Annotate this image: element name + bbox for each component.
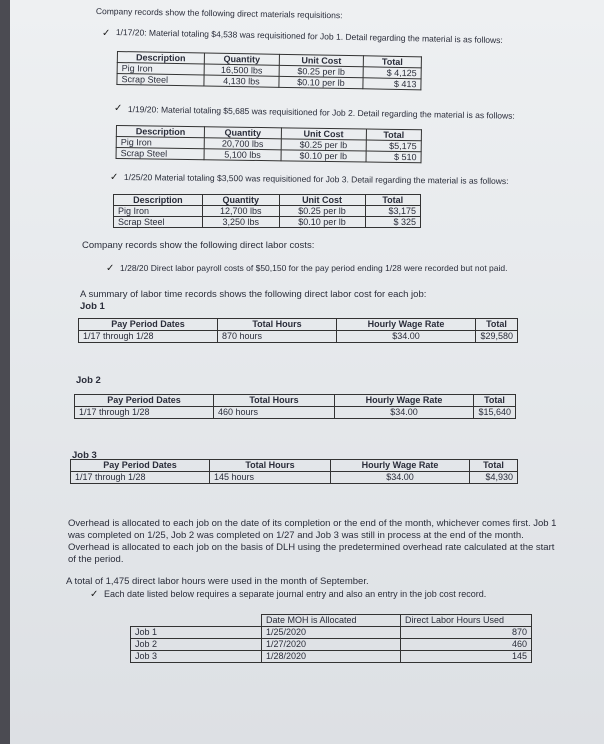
job3-label: Job 3 (72, 450, 97, 461)
table-row: Scrap Steel 3,250 lbs $0.10 per lb $ 325 (114, 217, 421, 228)
req1-text: 1/17/20: Material totaling $4,538 was requisitioned for Job 1. Detail regarding the material is as follows: (115, 27, 503, 46)
req1-table (116, 51, 422, 90)
job3-labor-table: Pay Period Dates Total Hours Hourly Wage Rate Total 1/17 through 1/28 145 hours $34.00 $4,930 (70, 459, 518, 484)
checkmark-icon: ✓ (106, 263, 115, 274)
table-row: Job 2 1/27/2020 460 (131, 639, 532, 651)
total-dlh-text: A total of 1,475 direct labor hours were used in the month of September. (66, 576, 369, 587)
overhead-paragraph: Overhead is allocated to each job on the date of its completion or the end of the month, whichever comes first. Job 1 was completed on 1/25, Job 2 was completed on 1/27 and Job 3 was still in process at the end of the month. Overhead is allocated to each job on the basis of DLH using the predetermined overhead rate calculated at the start of the period. (68, 518, 557, 565)
table-row: Scrap Steel 4,130 lbs $0.10 per lb $ 413 (117, 74, 421, 90)
labor-heading: Company records show the following direct labor costs: (82, 240, 315, 251)
table-row: 1/17 through 1/28 460 hours $34.00 $15,640 (75, 407, 516, 419)
col-description: Description (117, 52, 204, 65)
job2-labor-table: Pay Period Dates Total Hours Hourly Wage Rate Total 1/17 through 1/28 460 hours $34.00 $15,640 (74, 394, 516, 419)
table-row: 1/17 through 1/28 870 hours $34.00 $29,580 (79, 331, 518, 343)
col-quantity: Quantity (204, 53, 279, 65)
req3-table: Description Quantity Unit Cost Total Pig Iron 12,700 lbs $0.25 per lb $3,175 Scrap Steel 3,250 lbs $0.10 per lb $ 325 (113, 194, 421, 228)
table-row: 1/17 through 1/28 145 hours $34.00 $4,930 (71, 472, 518, 484)
table-row: Pig Iron 16,500 lbs $0.25 per lb $ 4,125 (117, 63, 421, 79)
summary-text: A summary of labor time records shows the following direct labor cost for each job: (80, 289, 427, 300)
materials-heading: Company records show the following direct materials requisitions: (95, 6, 343, 21)
table-row: Job 3 1/28/2020 145 (131, 651, 532, 663)
col-total: Total (363, 56, 421, 68)
checkmark-icon: ✓ (90, 589, 99, 600)
each-date-text: Each date listed below requires a separate journal entry and also an entry in the job cost record. (104, 589, 487, 599)
table-row: Scrap Steel 5,100 lbs $0.10 per lb $ 510 (116, 148, 421, 163)
job2-label: Job 2 (76, 375, 101, 386)
checkmark-icon: ✓ (114, 103, 123, 114)
document-page (10, 0, 604, 744)
req2-table: Description Quantity Unit Cost Total Pig Iron 20,700 lbs $0.25 per lb $5,175 Scrap Steel 5,100 lbs $0.10 per lb $ 510 (116, 125, 422, 163)
col-unit-cost: Unit Cost (279, 54, 363, 66)
table-row: Pig Iron 20,700 lbs $0.25 per lb $5,175 (116, 137, 421, 152)
labor-item: 1/28/20 Direct labor payroll costs of $50,150 for the pay period ending 1/28 were recorded but not paid. (120, 263, 508, 273)
job1-label: Job 1 (80, 301, 105, 312)
moh-table: Date MOH is Allocated Direct Labor Hours Used Job 1 1/25/2020 870 Job 2 1/27/2020 460 Job 3 1/28/2020 145 (130, 614, 532, 663)
req2-text: 1/19/20: Material totaling $5,685 was requisitioned for Job 2. Detail regarding the material is as follows: (127, 104, 515, 121)
job1-labor-table: Pay Period Dates Total Hours Hourly Wage Rate Total 1/17 through 1/28 870 hours $34.00 $29,580 (78, 318, 518, 343)
table-row: Pig Iron 12,700 lbs $0.25 per lb $3,175 (114, 206, 421, 217)
table-row: Job 1 1/25/2020 870 (131, 627, 532, 639)
checkmark-icon: ✓ (102, 28, 111, 39)
req3-text: 1/25/20 Material totaling $3,500 was requisitioned for Job 3. Detail regarding the material is as follows: (123, 172, 509, 187)
checkmark-icon: ✓ (110, 172, 119, 183)
